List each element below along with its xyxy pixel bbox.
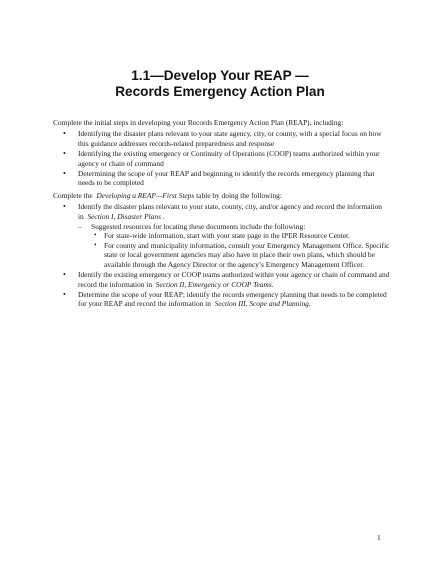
list-item — [91, 241, 393, 269]
resource-text: For county and municipality information, consult your Emergency Management Office. Specific state or local government agencies may also have in place their own plans, which should be available through the Agency Director or the agency’s Emergency Management Officer. — [104, 240, 390, 269]
complete-table-paragraph — [53, 191, 393, 200]
list-item-text: Identifying the disaster plans relevant to your state agency, city, or county, with a special focus on how this guidance addresses records-related preparedness and response — [78, 129, 382, 148]
page-number: 1 — [377, 533, 381, 542]
list-item — [53, 202, 393, 269]
step-text: Determine the scope of your REAP; identify the records emergency planning that needs to be completed for your REAP and record the information in — [78, 289, 387, 309]
resources-list — [91, 231, 393, 269]
complete-table-prefix: Complete the — [53, 190, 93, 200]
step-end: . — [162, 211, 165, 221]
bullet-icon: • — [94, 240, 97, 249]
list-item — [91, 231, 393, 240]
page-title-line-2: Records Emergency Action Plan — [115, 84, 325, 99]
list-item — [53, 169, 393, 188]
following-steps-list — [53, 202, 393, 308]
resource-text: For state-wide information, start with your state page in the IPER Resource Center. — [104, 231, 350, 241]
bullet-icon: • — [63, 149, 66, 159]
list-item — [53, 270, 393, 289]
list-item-text: Identifying the existing emergency or Continuity of Operations (COOP) teams authorized within your agency or chain of command — [78, 149, 380, 168]
document-body — [53, 118, 393, 310]
bullet-icon: • — [63, 169, 66, 179]
bullet-icon: • — [63, 270, 66, 280]
section-reference: Section I, Disaster Plans — [87, 211, 161, 221]
step-text: Identify the disaster plans relevant to your state, county, city, and/or agency and record the information in — [78, 202, 383, 221]
list-item — [53, 290, 393, 309]
list-item-text: Determining the scope of your REAP and beginning to identify the records emergency planning that needs to be completed — [78, 169, 375, 188]
section-reference: Section II, Emergency or COOP Teams — [155, 279, 272, 289]
table-name: Developing a REAP—First Steps — [96, 190, 195, 200]
intro-paragraph: Complete the initial steps in developing your Records Emergency Action Plan (REAP), including: — [53, 118, 344, 127]
bullet-icon: • — [94, 231, 97, 240]
suggested-resources-text: Suggested resources for locating these documents include the following: — [91, 222, 306, 232]
list-item — [78, 222, 393, 269]
section-reference: Section III, Scope and Planning — [214, 299, 309, 309]
bullet-icon: • — [63, 129, 66, 139]
bullet-icon: • — [63, 289, 66, 299]
initial-steps-list — [53, 129, 393, 187]
complete-table-suffix: table by doing the following: — [196, 190, 282, 200]
step-text: Identify the existing emergency or COOP teams authorized within your agency or chain of command and record the information in — [78, 270, 390, 289]
sub-list — [78, 222, 393, 269]
step-end: . — [308, 299, 311, 309]
step-end: . — [271, 279, 274, 289]
list-item — [53, 129, 393, 148]
list-item — [53, 149, 393, 168]
bullet-icon: • — [63, 202, 66, 212]
page-title-line-1: 1.1—Develop Your REAP — — [131, 68, 309, 83]
dash-icon: – — [78, 222, 82, 232]
